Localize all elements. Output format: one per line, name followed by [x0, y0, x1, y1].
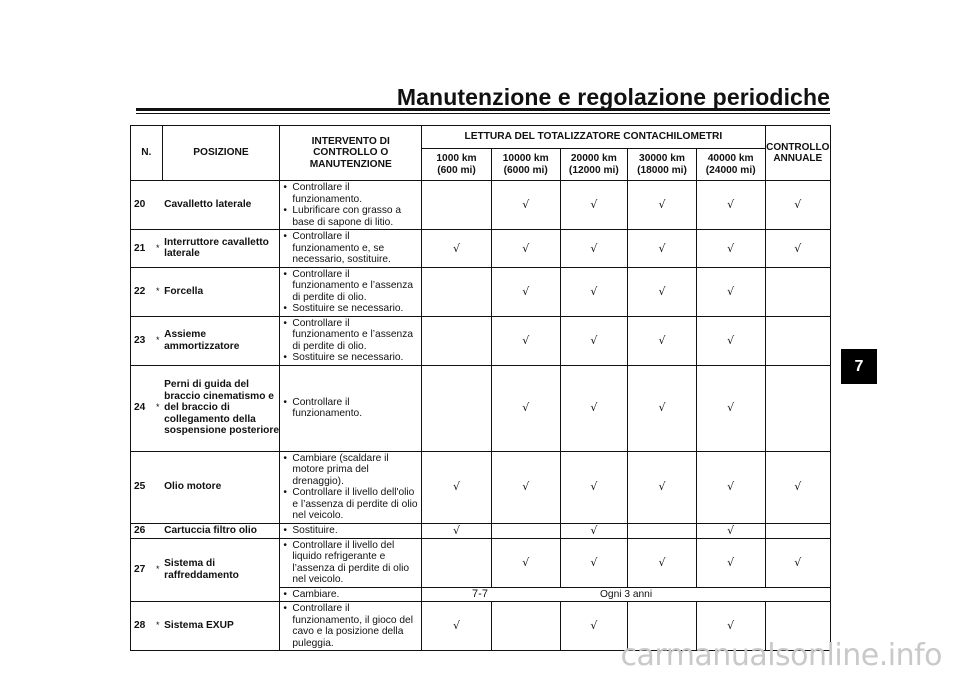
- interval-km: 30000 km: [639, 153, 685, 164]
- check-empty: [491, 602, 560, 651]
- interval-km: 1000 km: [436, 153, 477, 164]
- row-star: *: [153, 267, 162, 316]
- row-number: 25: [131, 451, 154, 523]
- row-star: [153, 523, 162, 538]
- check-empty: [491, 523, 560, 538]
- check-mark: √: [560, 230, 628, 268]
- check-mark: √: [696, 602, 765, 651]
- header-odometer: LETTURA DEL TOTALIZZATORE CONTACHILOMETRI: [422, 126, 765, 149]
- row-position: Olio motore: [162, 451, 280, 523]
- action-text: Controllare il livello del liquido refrigerante e l’assenza di perdite di olio nel veicolo.: [292, 539, 410, 585]
- action-text: Sostituire se necessario.: [292, 303, 404, 314]
- row-star: [153, 451, 162, 523]
- check-mark: √: [560, 181, 628, 230]
- row-actions: [280, 365, 422, 451]
- interval-mi: (18000 mi): [637, 164, 687, 176]
- bullet-icon: •: [283, 231, 287, 242]
- bullet-icon: •: [283, 524, 287, 536]
- check-mark: √: [491, 365, 560, 451]
- action-text: Controllare il livello dell'olio e l’assenza di perdite di olio nel veicolo.: [292, 487, 418, 521]
- action-text: Controllare il funzionamento e l’assenza di perdite di olio.: [292, 268, 413, 303]
- row-star: *: [153, 365, 162, 451]
- action-item: [283, 303, 419, 315]
- bullet-icon: •: [283, 205, 287, 216]
- check-mark: √: [491, 267, 560, 316]
- row-position: Cavalletto laterale: [162, 181, 280, 230]
- check-mark: √: [765, 181, 830, 230]
- check-mark: √: [560, 523, 628, 538]
- check-mark: √: [491, 181, 560, 230]
- action-item: [283, 603, 419, 649]
- row-actions: [280, 316, 422, 365]
- check-mark: √: [765, 451, 830, 523]
- check-mark: √: [628, 230, 697, 268]
- interval-mi: (24000 mi): [705, 164, 756, 176]
- header-annual: CONTROLLO ANNUALE: [765, 126, 830, 181]
- interval-km: 20000 km: [570, 153, 617, 164]
- check-mark: √: [696, 523, 765, 538]
- header-interval: [491, 149, 560, 181]
- bullet-icon: •: [283, 539, 287, 551]
- action-text: Controllare il funzionamento, il gioco del cavo e la posizione della puleggia.: [292, 603, 413, 649]
- action-item: [283, 397, 419, 420]
- interval-mi: (6000 mi): [503, 164, 548, 176]
- check-mark: √: [628, 365, 697, 451]
- action-text: Controllare il funzionamento.: [292, 396, 363, 419]
- check-mark: √: [422, 230, 492, 268]
- table-row: [131, 267, 831, 316]
- header-position: POSIZIONE: [162, 126, 280, 181]
- bullet-icon: •: [283, 603, 287, 614]
- check-mark: √: [696, 267, 765, 316]
- action-item: [283, 487, 419, 522]
- action-item: [283, 231, 419, 266]
- bullet-icon: •: [283, 487, 287, 498]
- row-star: *: [153, 602, 162, 651]
- action-text: Lubrificare con grasso a base di sapone di litio.: [292, 205, 402, 228]
- row-number: 23: [131, 316, 154, 365]
- bullet-icon: •: [283, 396, 287, 408]
- table-row: [131, 451, 831, 523]
- row-position: Sistema di raffreddamento: [162, 538, 280, 602]
- row-actions: [280, 538, 422, 587]
- action-text: Controllare il funzionamento e, se necessario, sostituire.: [292, 231, 391, 265]
- check-empty: [765, 316, 830, 365]
- check-empty: [765, 267, 830, 316]
- row-actions: [280, 523, 422, 538]
- row-star: *: [153, 316, 162, 365]
- row-number: 26: [131, 523, 154, 538]
- check-empty: [422, 365, 492, 451]
- row-position: Perni di guida del braccio cinematismo e del braccio di collegamento della sospensione posteriore: [162, 365, 280, 451]
- table-row: [131, 538, 831, 587]
- maintenance-table: [130, 125, 831, 651]
- row-number: 28: [131, 602, 154, 651]
- check-mark: √: [422, 451, 492, 523]
- row-position: Cartuccia filtro olio: [162, 523, 280, 538]
- check-mark: √: [422, 523, 492, 538]
- chapter-tab[interactable]: 7: [841, 349, 877, 384]
- bullet-icon: •: [283, 452, 287, 464]
- check-mark: √: [696, 230, 765, 268]
- action-item: [283, 525, 419, 537]
- page-title: Manutenzione e regolazione periodiche: [396, 84, 830, 110]
- check-mark: √: [560, 365, 628, 451]
- table-row: [131, 181, 831, 230]
- check-empty: [422, 181, 492, 230]
- row-number: 22: [131, 267, 154, 316]
- table-row: [131, 523, 831, 538]
- bullet-icon: •: [283, 303, 287, 314]
- header-no: N.: [131, 126, 163, 181]
- action-item: [283, 352, 419, 364]
- action-text: Cambiare (scaldare il motore prima del drenaggio).: [292, 452, 389, 487]
- header-interval: [628, 149, 697, 181]
- check-mark: √: [628, 316, 697, 365]
- check-mark: √: [765, 538, 830, 587]
- check-mark: √: [491, 316, 560, 365]
- action-item: [283, 453, 419, 488]
- check-mark: √: [696, 451, 765, 523]
- action-item: [283, 205, 419, 228]
- check-empty: [422, 267, 492, 316]
- check-empty: [765, 523, 830, 538]
- action-item: [283, 269, 419, 304]
- check-mark: √: [628, 181, 697, 230]
- bullet-icon: •: [283, 182, 287, 193]
- check-mark: √: [628, 267, 697, 316]
- check-empty: [422, 538, 492, 587]
- check-mark: √: [422, 602, 492, 651]
- check-mark: √: [560, 316, 628, 365]
- row-actions: [280, 451, 422, 523]
- check-mark: √: [696, 538, 765, 587]
- row-position: Sistema EXUP: [162, 602, 280, 651]
- action-item: [283, 318, 419, 353]
- check-mark: √: [491, 451, 560, 523]
- table-row: [131, 365, 831, 451]
- title-rule: [136, 108, 830, 114]
- row-star: *: [153, 538, 162, 602]
- row-number: 24: [131, 365, 154, 451]
- row-actions: [280, 230, 422, 268]
- check-mark: √: [491, 538, 560, 587]
- check-empty: [765, 365, 830, 451]
- check-mark: √: [560, 538, 628, 587]
- row-position: Assieme ammortizzatore: [162, 316, 280, 365]
- header-interval: [696, 149, 765, 181]
- header-action: INTERVENTO DI CONTROLLO O MANUTENZIONE: [280, 126, 422, 181]
- check-mark: √: [560, 602, 628, 651]
- check-mark: √: [491, 230, 560, 268]
- action-text: Controllare il funzionamento e l’assenza di perdite di olio.: [292, 317, 413, 352]
- check-mark: √: [560, 451, 628, 523]
- header-interval: [560, 149, 628, 181]
- check-mark: √: [696, 181, 765, 230]
- check-empty: [422, 316, 492, 365]
- bullet-icon: •: [283, 317, 287, 329]
- page-number: 7-7: [472, 588, 488, 600]
- row-star: [153, 181, 162, 230]
- table-row: [131, 230, 831, 268]
- row-position: Interruttore cavalletto laterale: [162, 230, 280, 268]
- check-mark: √: [696, 365, 765, 451]
- bullet-icon: •: [283, 588, 287, 600]
- header-interval: [422, 149, 492, 181]
- check-empty: [628, 523, 697, 538]
- action-text: Sostituire se necessario.: [292, 352, 404, 363]
- bullet-icon: •: [283, 268, 287, 280]
- row-actions: [280, 267, 422, 316]
- action-text: Sostituire.: [292, 524, 338, 536]
- row-position: Forcella: [162, 267, 280, 316]
- row-actions: [280, 602, 422, 651]
- bullet-icon: •: [283, 352, 287, 363]
- check-mark: √: [696, 316, 765, 365]
- row-star: *: [153, 230, 162, 268]
- row-number: 21: [131, 230, 154, 268]
- table-row: [131, 316, 831, 365]
- interval-km: 40000 km: [707, 153, 754, 164]
- action-item: [283, 540, 419, 586]
- row-number: 27: [131, 538, 154, 602]
- check-mark: √: [765, 230, 830, 268]
- watermark: carmanualsonline.info: [620, 638, 942, 673]
- action-item: [283, 182, 419, 205]
- interval-mi: (12000 mi): [568, 164, 619, 176]
- interval-km: 10000 km: [502, 153, 549, 164]
- interval-note: Ogni 3 anni: [422, 587, 831, 602]
- check-mark: √: [628, 451, 697, 523]
- interval-mi: (600 mi): [437, 164, 476, 176]
- row-number: 20: [131, 181, 154, 230]
- action-text: Controllare il funzionamento.: [292, 182, 363, 205]
- check-mark: √: [628, 538, 697, 587]
- check-mark: √: [560, 267, 628, 316]
- row-actions: [280, 181, 422, 230]
- action-text: Cambiare.: [292, 588, 340, 600]
